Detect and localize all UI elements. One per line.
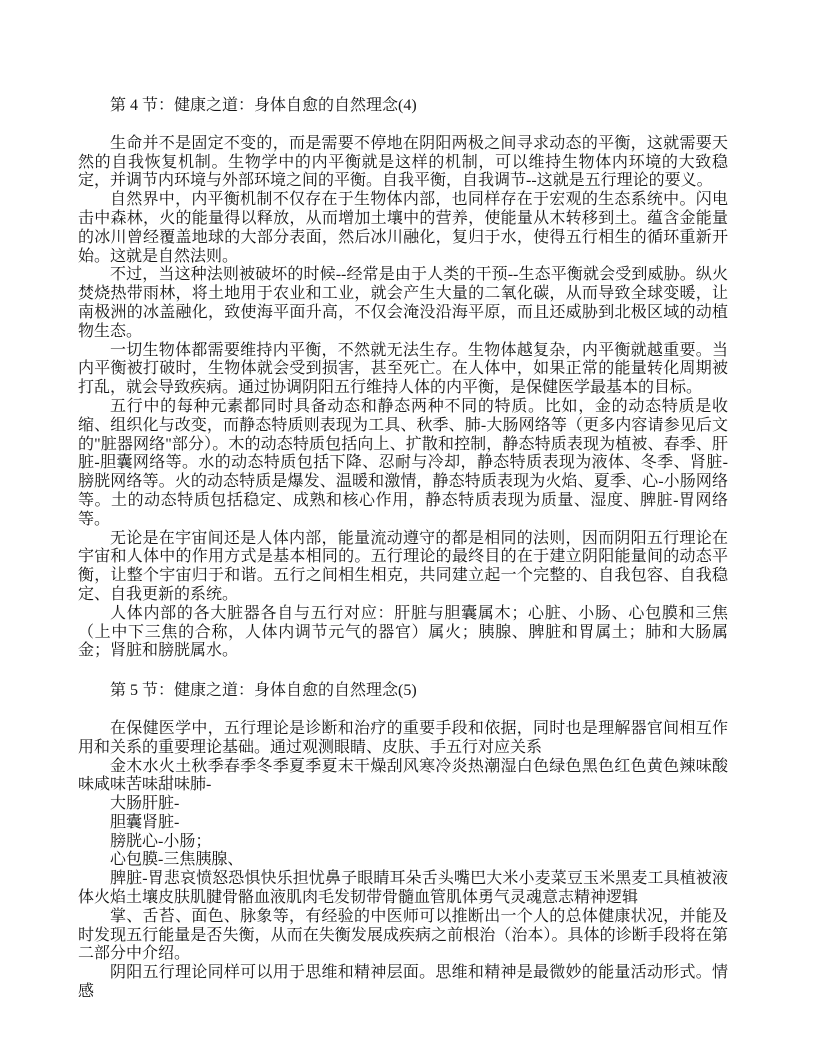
section-4-paragraph-3: 不过，当这种法则被破坏的时候--经常是由于人类的干预--生态平衡就会受到威胁。纵火焚烧热带雨林，将土地用于农业和工业，就会产生大量的二氧化碳，从而导致全球变暖，让南极洲的冰盖融化，致使海平面升高，不仅会淹没沿海平原，而且还威胁到北极区域的动植物生态。 [78,266,728,340]
section-5-paragraph-3: 大肠肝脏- [110,795,180,813]
section-5-paragraph-7: 脾脏-胃悲哀愤怒恐惧快乐担忧鼻子眼睛耳朵舌头嘴巴大米小麦菜豆玉米黑麦工具植被液体火焰土壤皮肤肌腱骨骼血液肌肉毛发韧带骨髓血管肌体勇气灵魂意志精神逻辑 [78,870,728,907]
section-5-paragraph-5: 膀胱心-小肠； [110,832,212,850]
section-5-title: 第 5 节：健康之道：身体自愈的自然理念(5) [110,682,417,700]
section-4 [78,97,728,661]
section-4-paragraph-7: 人体内部的各大脏器各自与五行对应：肝脏与胆囊属木；心脏、小肠、心包膜和三焦（上中下三焦的合称，人体内调节元气的器官）属火；胰腺、脾脏和胃属土；肺和大肠属金；肾脏和膀胱属水。 [78,604,728,660]
section-5-paragraph-1: 在保健医学中，五行理论是诊断和治疗的重要手段和依据，同时也是理解器官间相互作用和关系的重要理论基础。通过观测眼睛、皮肤、手五行对应关系 [78,719,728,756]
section-5-paragraph-8: 掌、舌苔、面色、脉象等，有经验的中医师可以推断出一个人的总体健康状况，并能及时发现五行能量是否失衡，从而在失衡发展成疾病之前根治（治本）。具体的诊断手段将在第二部分中介绍。 [78,907,728,963]
section-5-paragraph-2: 金木水火土秋季春季冬季夏季夏末干燥刮风寒冷炎热潮湿白色绿色黑色红色黄色辣味酸味咸味苦味甜味肺- [78,757,728,794]
section-4-paragraph-4: 一切生物体都需要维持内平衡，不然就无法生存。生物体越复杂，内平衡就越重要。当内平衡被打破时，生物体就会受到损害，甚至死亡。在人体中，如果正常的能量转化周期被打乱，就会导致疾病。通过协调阴阳五行维持人体的内平衡，是保健医学最基本的目标。 [78,341,728,397]
section-4-paragraph-2: 自然界中，内平衡机制不仅存在于生物体内部，也同样存在于宏观的生态系统中。闪电击中森林，火的能量得以释放，从而增加土壤中的营养，使能量从木转移到土。蕴含金能量的冰川曾经覆盖地球的大部分表面，然后冰川融化，复归于水，使得五行相生的循环重新开始。这就是自然法则。 [78,191,728,265]
section-5-paragraph-9: 阴阳五行理论同样可以用于思维和精神层面。思维和精神是最微妙的能量活动形式。情感 [78,964,728,1001]
section-5-paragraph-6: 心包膜-三焦胰腺、 [110,851,244,869]
section-4-title: 第 4 节：健康之道：身体自愈的自然理念(4) [110,97,417,114]
section-4-paragraph-6: 无论是在宇宙间还是人体内部，能量流动遵守的都是相同的法则，因而阴阳五行理论在宇宙和人体中的作用方式是基本相同的。五行理论的最终目的在于建立阴阳能量间的动态平衡，让整个宇宙归于和谐。五行之间相生相克，共同建立起一个完整的、自我包容、自我稳定、自我更新的系统。 [78,529,728,603]
section-4-paragraph-5: 五行中的每种元素都同时具备动态和静态两种不同的特质。比如，金的动态特质是收缩、组织化与改变，而静态特质则表现为工具、秋季、肺-大肠网络等（更多内容请参见后文的"脏器网络"部分）。木的动态特质包括向上、扩散和控制，静态特质表现为植被、春季、肝脏-胆囊网络等。水的动态特质包括下降、忍耐与冷却，静态特质表现为液体、冬季、肾脏-膀胱网络等。火的动态特质是爆发、温暖和激情，静态特质表现为火焰、夏季、心-小肠网络等。土的动态特质包括稳定、成熟和核心作用，静态特质表现为质量、湿度、脾脏-胃网络等。 [78,397,728,528]
section-4-paragraph-1: 生命并不是固定不变的，而是需要不停地在阴阳两极之间寻求动态的平衡，这就需要天然的自我恢复机制。生物学中的内平衡就是这样的机制，可以维持生物体内环境的大致稳定，并调节内环境与外部环境之间的平衡。自我平衡，自我调节--这就是五行理论的要义。 [78,134,728,190]
section-5-paragraph-4: 胆囊肾脏- [110,813,180,831]
section-5 [78,682,728,1002]
